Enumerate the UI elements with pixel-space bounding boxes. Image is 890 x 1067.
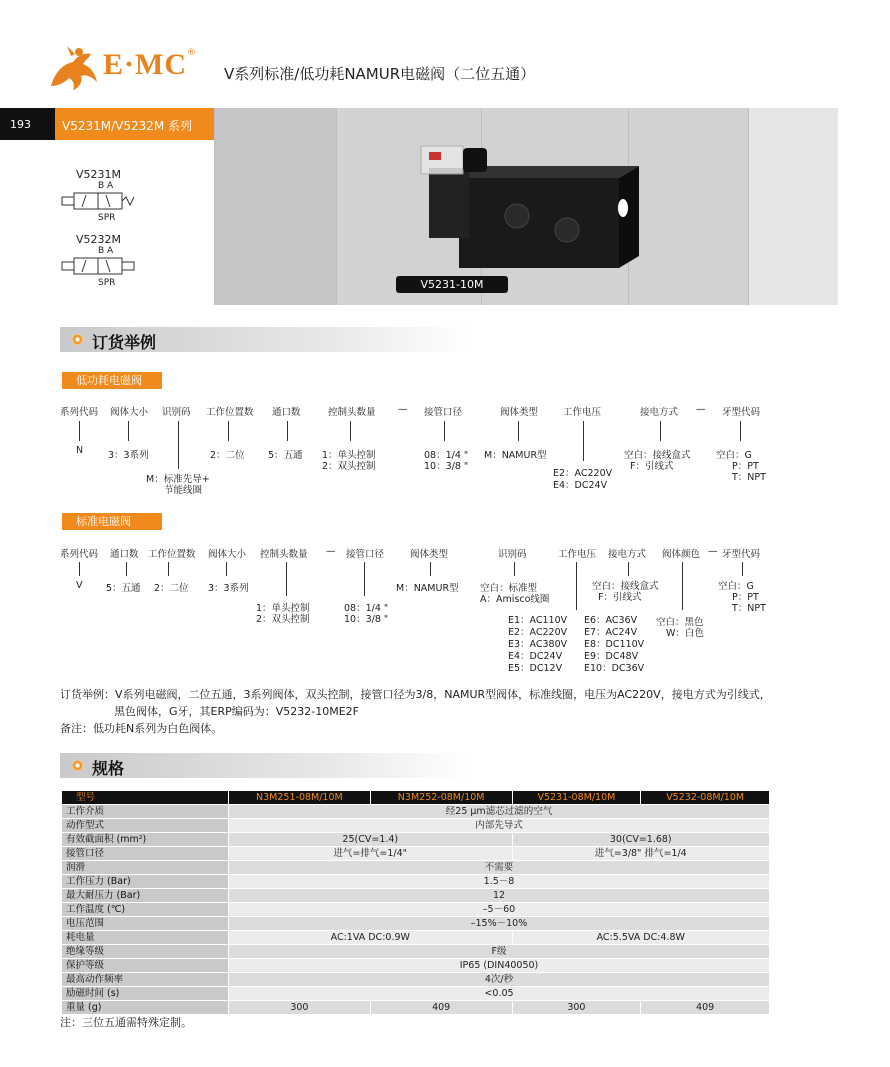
code-value: E2：AC220V [508,627,568,638]
code-value: 空白：标准型 [480,583,538,594]
spec-label: 电压范围 [62,917,228,930]
code-value: M：标准先导+ [146,474,210,485]
table-row [62,861,769,874]
order-example-line2: 黑色阀体，G牙，其ERP编码为：V5232-10ME2F [114,705,360,718]
table-header-cell: V5232-08M/10M [640,791,769,804]
spec-label: 保护等级 [62,959,228,972]
spec-label: 最大耐压力 (Bar) [62,889,228,902]
code-value: 空白：G [716,450,752,461]
symbol-v5232m [60,233,210,288]
code-header: 阀体类型 [500,407,539,418]
code-value: 空白：接线盒式 [624,450,691,461]
code-header: 识别码 [162,407,191,418]
ordering-section-header [60,327,470,352]
code-value: E3：AC380V [508,639,568,650]
table-row [62,805,769,818]
code-value: E1：AC110V [508,615,568,626]
spec-value: 25(CV=1.4) [228,833,512,846]
spec-value: 不需要 [228,861,769,874]
brand-name: E·MC [103,48,187,81]
code-header: 接电方式 [640,407,679,418]
table-header-cell: 型号 [62,791,228,804]
code-header: 阀体大小 [208,549,247,560]
code-header: 阀体颜色 [662,549,701,560]
table-row [62,889,769,902]
order-example-line1: 订货举例：V系列电磁阀，二位五通，3系列阀体，双头控制，接管口径为3/8，NAMUR型阀体，标准线圈，电压为AC220V，接电方式为引线式， [60,688,771,701]
table-row [62,903,769,916]
code-value: T：NPT [732,472,766,483]
code-value: N [76,445,84,456]
table-row [62,875,769,888]
code-header: 识别码 [498,549,527,560]
spec-table [62,790,769,1015]
series-name: V5231M/V5232M 系列 [62,119,193,133]
code-value: 10：3/8 " [344,614,389,625]
product-model-tag: V5231-10M [396,276,508,293]
spec-value: IP65 (DIN40050) [228,959,769,972]
table-row [62,973,769,986]
page-title: V系列标准/低功耗NAMUR电磁阀（二位五通） [224,65,536,83]
spec-value: 经25 μm滤芯过滤的空气 [228,805,769,818]
code-value: F：引线式 [630,461,674,472]
code-value: 2：二位 [210,450,245,461]
table-row [62,931,769,944]
code-value: E4：DC24V [553,480,608,491]
product-photo [214,108,838,305]
code-header: 阀体类型 [410,549,449,560]
code-value: 节能线圈 [164,485,203,496]
solenoid-valve-image [399,138,639,278]
spec-value: 内部先导式 [228,819,769,832]
ordering-section-title: 订货举例 [92,333,157,352]
code-value: F：引线式 [598,592,642,603]
code-value: E9：DC48V [584,651,639,662]
code-value: 10：3/8 " [424,461,469,472]
code-value: E7：AC24V [584,627,638,638]
registered-mark: ® [187,48,196,58]
symbol-ports-label: B A [98,181,114,191]
valve-symbol-icon [60,191,140,213]
table-row [62,819,769,832]
code-value: 1：单头控制 [256,603,310,614]
code-separator: — [326,546,336,557]
table-header-row [62,791,769,804]
spec-label: 耗电量 [62,931,228,944]
bullet-icon [72,760,83,771]
symbol-v5231m [60,168,210,223]
code-value: P：PT [732,461,759,472]
spec-value: AC:5.5VA DC:4.8W [512,931,769,944]
code-value: W：白色 [666,628,704,639]
code-header: 工作电压 [563,407,602,418]
table-row [62,1001,769,1014]
code-value: M：NAMUR型 [484,450,547,461]
symbol-ports-label: B A [98,246,114,256]
code-header: 接管口径 [424,407,463,418]
code-value: 空白：G [718,581,754,592]
valve-symbol-icon [60,256,140,278]
code-value: 空白：黑色 [656,617,704,628]
spec-value: 12 [228,889,769,902]
bullet-icon [72,334,83,345]
spec-label: 接管口径 [62,847,228,860]
code-value: 3：3系列 [208,583,249,594]
code-value: 1：单头控制 [322,450,376,461]
code-header: 接管口径 [346,549,385,560]
symbol-model-label: V5232M [76,233,122,246]
spec-label: 润滑 [62,861,228,874]
standard-tag: 标准电磁阀 [62,513,162,530]
table-row [62,987,769,1000]
table-row [62,847,769,860]
code-value: M：NAMUR型 [396,583,459,594]
code-value: E6：AC36V [584,615,638,626]
code-separator: — [708,546,718,557]
code-value: V [76,580,83,591]
code-header: 接电方式 [608,549,647,560]
spec-value: 1.5－8 [228,875,769,888]
code-value: P：PT [732,592,759,603]
code-value: E8：DC110V [584,639,645,650]
spec-label: 重量 (g) [62,1001,228,1014]
low-power-tag: 低功耗电磁阀 [62,372,162,389]
code-value: E10：DC36V [584,663,645,674]
table-header-cell: N3M252-08M/10M [370,791,512,804]
spec-label: 工作介质 [62,805,228,818]
code-value: 08：1/4 " [424,450,469,461]
spec-label: 工作温度 (℃) [62,903,228,916]
spec-value: 300 [512,1001,641,1014]
code-header: 工作电压 [558,549,597,560]
spec-value: –15%－10% [228,917,769,930]
page-number: 193 [10,118,31,131]
spec-label: 动作型式 [62,819,228,832]
code-header: 工作位置数 [148,549,196,560]
table-row [62,917,769,930]
code-value: 08：1/4 " [344,603,389,614]
code-value: 5：五通 [268,450,303,461]
code-header: 控制头数量 [260,549,308,560]
table-header-cell: N3M251-08M/10M [228,791,370,804]
spec-section-header [60,753,470,778]
code-value: 3：3系列 [108,450,149,461]
code-value: E2：AC220V [553,468,613,479]
code-separator: — [398,404,408,415]
spec-label: 励磁时间 (s) [62,987,228,1000]
code-value: A：Amisco线圈 [480,594,550,605]
spec-value: F级 [228,945,769,958]
table-row [62,833,769,846]
spec-label: 有效截面积 (mm²) [62,833,228,846]
symbol-spr-label: SPR [98,278,116,288]
code-value: 2：双头控制 [256,614,310,625]
spec-value: 30(CV=1.68) [512,833,769,846]
spec-label: 工作压力 (Bar) [62,875,228,888]
code-value: 空白：接线盒式 [592,581,659,592]
code-header: 牙型代码 [722,407,761,418]
code-value: E5：DC12V [508,663,563,674]
spec-section-title: 规格 [92,759,125,778]
code-header: 阀体大小 [110,407,149,418]
spec-value: 进气=排气=1/4" [228,847,512,860]
spec-value: 409 [640,1001,769,1014]
code-header: 工作位置数 [206,407,254,418]
table-row [62,945,769,958]
code-separator: — [696,404,706,415]
code-value: T：NPT [732,603,766,614]
code-header: 牙型代码 [722,549,761,560]
spec-value: 4次/秒 [228,973,769,986]
code-header: 控制头数量 [328,407,376,418]
table-header-cell: V5231-08M/10M [512,791,641,804]
table-row [62,959,769,972]
spec-value: –5－60 [228,903,769,916]
spec-value: AC:1VA DC:0.9W [228,931,512,944]
code-value: E4：DC24V [508,651,563,662]
spec-value: 进气=3/8" 排气=1/4 [512,847,769,860]
horse-rider-logo-icon [45,42,103,92]
emc-logo [45,42,215,92]
code-value: 5：五通 [106,583,141,594]
spec-value: 409 [370,1001,512,1014]
symbol-model-label: V5231M [76,168,122,181]
code-header: 系列代码 [60,549,99,560]
code-value: 2：双头控制 [322,461,376,472]
spec-value: <0.05 [228,987,769,1000]
order-remark: 备注：低功耗N系列为白色阀体。 [60,722,223,735]
code-header: 通口数 [110,549,139,560]
spec-footnote: 注：三位五通需特殊定制。 [60,1016,192,1029]
spec-value: 300 [228,1001,370,1014]
code-value: 2：二位 [154,583,189,594]
spec-label: 最高动作频率 [62,973,228,986]
code-header: 系列代码 [60,407,99,418]
symbol-spr-label: SPR [98,213,116,223]
spec-label: 绝缘等级 [62,945,228,958]
code-header: 通口数 [272,407,301,418]
